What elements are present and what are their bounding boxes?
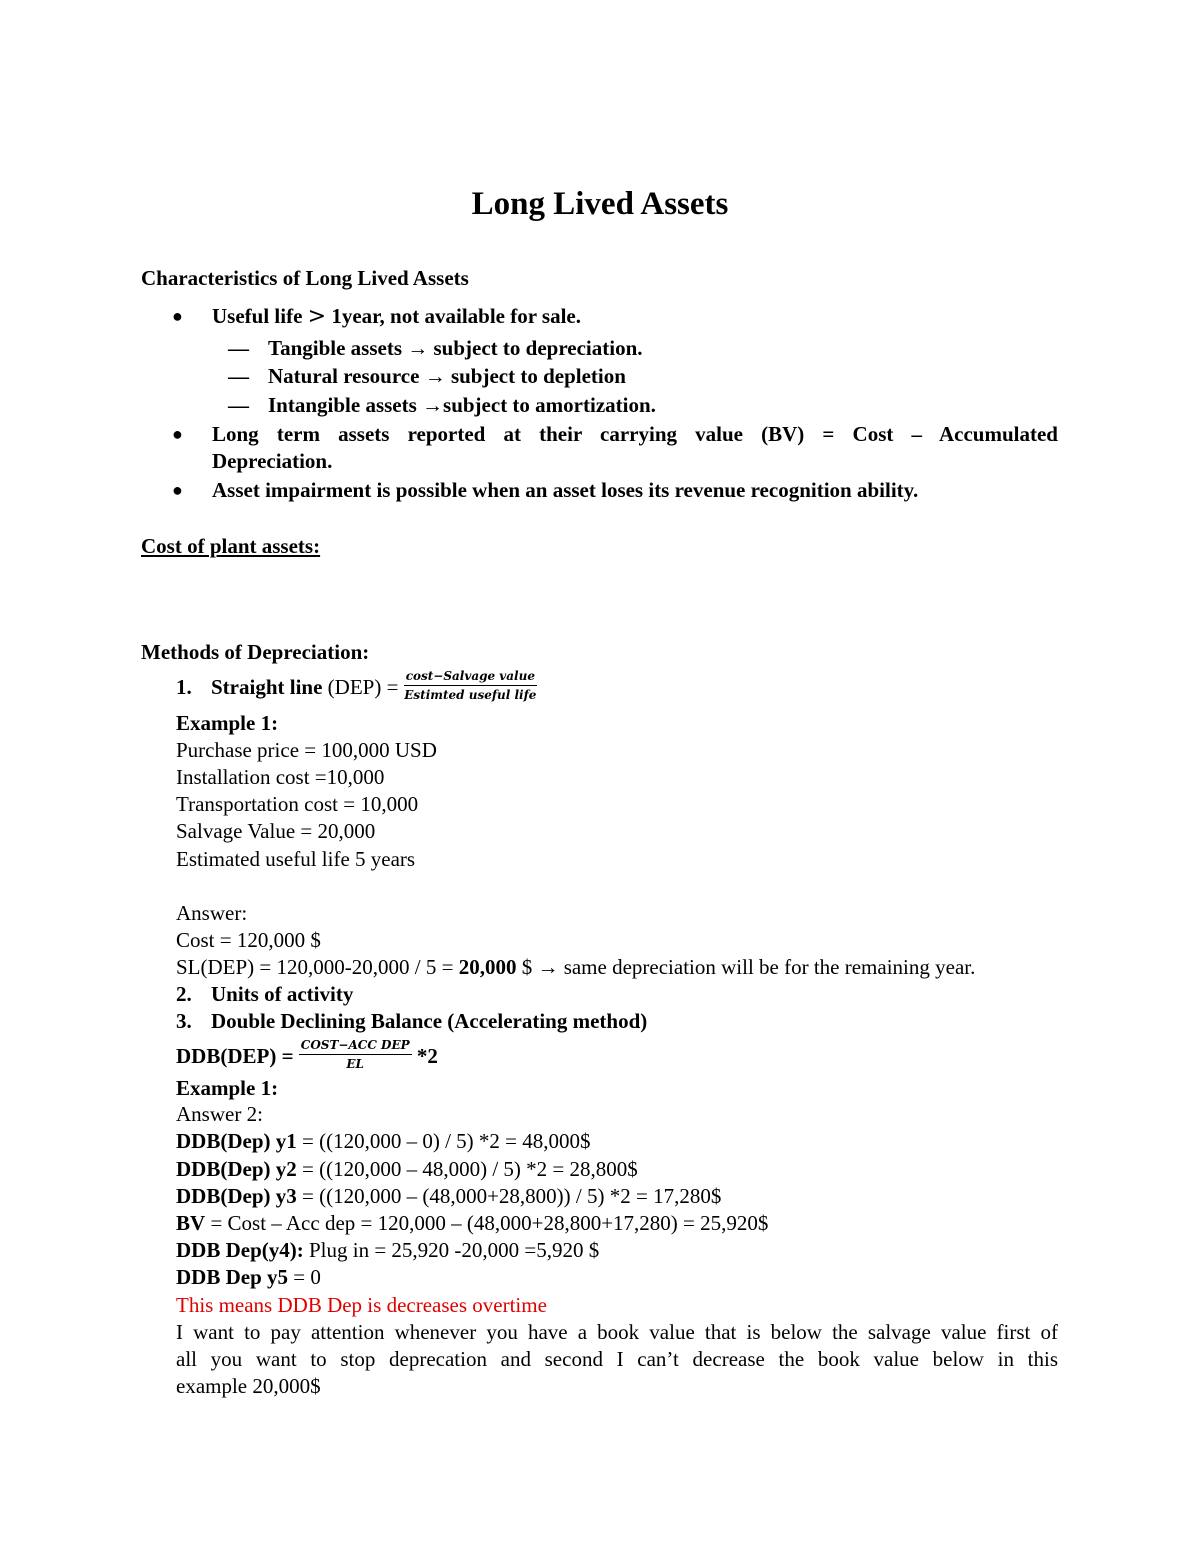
greater-than-symbol: > [307,304,327,329]
red-note: This means DDB Dep is decreases overtime [176,1293,547,1317]
method2-number: 2. [176,982,192,1006]
bullet-icon: ● [172,480,183,500]
note-line: all you want to stop deprecation and second I can’t decrease the book value below in this [176,1347,1058,1371]
example1-label: Example 1: [176,711,279,735]
ddb-row [176,1127,591,1155]
ddb-row-label: DDB Dep(y4): [176,1238,304,1262]
sl-numerator: cost−Salvage value [404,669,537,686]
answer2-label: Answer 2: [176,1102,263,1126]
method2-line [176,980,353,1008]
example-line: Transportation cost = 10,000 [176,792,419,816]
note-line: example 20,000$ [176,1374,321,1398]
bullet2-line1: Long term assets reported at their carrying value (BV) = Cost – Accumulated [212,422,1058,446]
sub2-text: Natural resource → subject to depletion [268,364,626,388]
ddb-row-text: = Cost – Acc dep = 120,000 – (48,000+28,800+17,280) = 25,920$ [205,1211,769,1235]
bullet-useful-life [212,302,581,331]
sl-formula-fraction [404,669,537,702]
sub-item-intangible [228,391,656,419]
ddb-formula-line [176,1037,438,1071]
dash-icon: — [228,336,249,360]
sl-result-line [176,953,975,981]
ddb-row-label: BV [176,1211,206,1235]
answer-label: Answer: [176,901,248,925]
sub-item-tangible [228,334,643,362]
dash-icon: — [228,364,249,388]
ddb-row-text: = ((120,000 – 0) / 5) *2 = 48,000$ [296,1129,591,1153]
ddb-row-text: Plug in = 25,920 -20,000 =5,920 $ [303,1238,600,1262]
ddb-row-text: = ((120,000 – (48,000+28,800)) / 5) *2 = 17,280$ [296,1184,722,1208]
dash-icon: — [228,393,249,417]
method1-number: 1. [176,675,192,699]
ddb-formula-fraction [299,1038,412,1071]
bullet2-line2: Depreciation. [212,449,333,473]
ddb-row [176,1182,721,1210]
method1-lhs: (DEP) = [327,675,399,699]
example-line: Installation cost =10,000 [176,765,385,789]
bullet1-pre: Useful life [212,304,303,328]
bullet-icon: ● [172,424,183,444]
example-line: Estimated useful life 5 years [176,847,416,871]
sl-pre: SL(DEP) = 120,000-20,000 / 5 = [176,955,454,979]
bullet3: Asset impairment is possible when an asset loses its revenue recognition ability. [212,478,919,502]
method1-line [176,668,537,702]
ddb-lhs: DDB(DEP) = [176,1044,294,1068]
cost-heading: Cost of plant assets: [141,534,321,558]
ddb-row [176,1263,321,1291]
ddb-row-label: DDB Dep y5 [176,1265,289,1289]
example-line: Purchase price = 100,000 USD [176,738,437,762]
example1b-label: Example 1: [176,1076,279,1100]
method3-number: 3. [176,1009,192,1033]
ddb-row-label: DDB(Dep) y1 [176,1129,297,1153]
ddb-row [176,1236,599,1264]
ddb-row-label: DDB(Dep) y2 [176,1157,297,1181]
sl-denominator: Estimted useful life [404,687,537,702]
ddb-denominator: EL [346,1056,364,1071]
ddb-row [176,1209,768,1237]
ddb-numerator: COST−ACC DEP [299,1038,412,1055]
method2-label: Units of activity [211,982,354,1006]
ddb-row-text: = ((120,000 – 48,000) / 5) *2 = 28,800$ [296,1157,638,1181]
note-line: I want to pay attention whenever you have a book value that is below the salvage value first of [176,1320,1058,1344]
sl-post: $ → same depreciation will be for the remaining year. [521,955,976,979]
method1-label: Straight line [211,675,323,699]
answer-cost: Cost = 120,000 $ [176,928,321,952]
ddb-row [176,1155,638,1183]
methods-heading: Methods of Depreciation: [141,640,370,664]
sub-item-natural [228,362,626,390]
ddb-row-label: DDB(Dep) y3 [176,1184,297,1208]
sub3-text: Intangible assets →subject to amortization. [268,393,656,417]
bullet1-post: 1year, not available for sale. [331,304,581,328]
example-line: Salvage Value = 20,000 [176,819,376,843]
method3-line [176,1007,647,1035]
ddb-multiplier: *2 [416,1044,438,1068]
page-title: Long Lived Assets [471,186,729,222]
sl-value: 20,000 [458,955,517,979]
method3-label: Double Declining Balance (Accelerating method) [211,1009,648,1033]
characteristics-heading: Characteristics of Long Lived Assets [141,266,469,290]
sub1-text: Tangible assets → subject to depreciation. [268,336,643,360]
ddb-row-text: = 0 [288,1265,321,1289]
bullet-icon: ● [172,306,183,326]
